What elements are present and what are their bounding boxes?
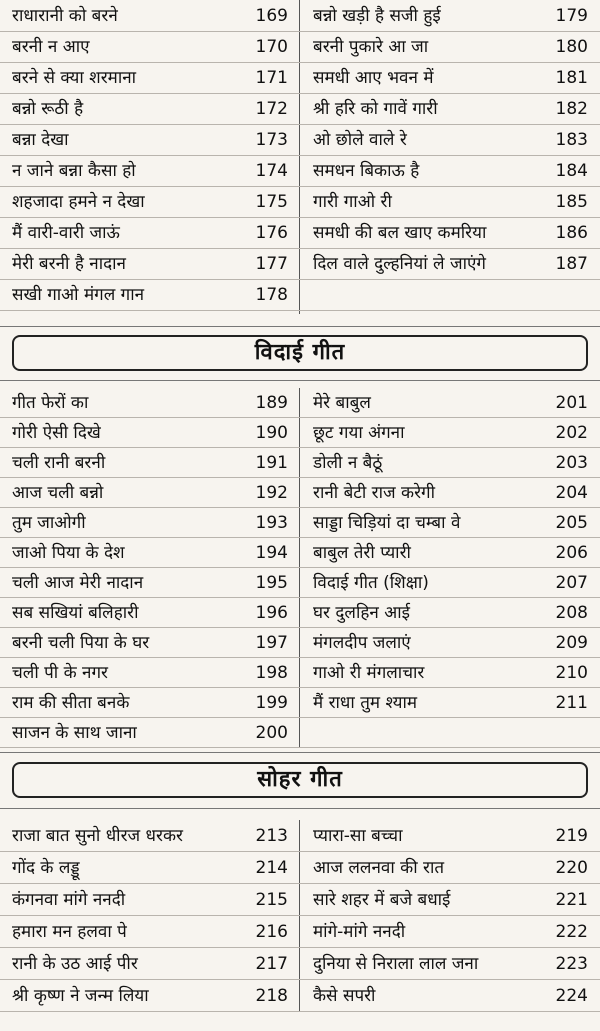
song-title: मेरी बरनी है नादान bbox=[12, 254, 126, 274]
song-title: घर दुलहिन आई bbox=[313, 603, 410, 623]
page-number: 196 bbox=[255, 603, 288, 623]
toc-row bbox=[0, 388, 600, 418]
toc-row bbox=[0, 280, 600, 311]
page-number: 197 bbox=[255, 633, 288, 653]
toc-row bbox=[0, 32, 600, 63]
page-number: 213 bbox=[255, 826, 288, 846]
page-number: 207 bbox=[555, 573, 588, 593]
section-heading-sohar bbox=[12, 762, 588, 798]
song-title: आज ललनवा की रात bbox=[313, 858, 445, 878]
song-title: बन्नो रूठी है bbox=[12, 99, 84, 119]
song-title: गारी गाओ री bbox=[313, 192, 392, 212]
page-number: 193 bbox=[255, 513, 288, 533]
page-number: 174 bbox=[255, 161, 288, 181]
heading-rule bbox=[0, 380, 600, 381]
page-number: 194 bbox=[255, 543, 288, 563]
song-title: गोंद के लड्डू bbox=[12, 858, 80, 878]
song-title: प्यारा-सा बच्चा bbox=[313, 826, 403, 846]
page-number: 198 bbox=[255, 663, 288, 683]
page-number: 221 bbox=[555, 890, 588, 910]
song-title: राधारानी को बरने bbox=[12, 6, 118, 26]
toc-row bbox=[0, 187, 600, 218]
page-number: 200 bbox=[255, 723, 288, 743]
toc-row bbox=[0, 1, 600, 32]
song-title: राम की सीता बनके bbox=[12, 693, 130, 713]
heading-rule bbox=[0, 752, 600, 753]
song-title: तुम जाओगी bbox=[12, 513, 86, 533]
toc-row bbox=[0, 508, 600, 538]
page-number: 204 bbox=[555, 483, 588, 503]
song-title: ओ छोले वाले रे bbox=[313, 130, 407, 150]
page-number: 169 bbox=[255, 6, 288, 26]
toc-row bbox=[0, 658, 600, 688]
page-number: 217 bbox=[255, 954, 288, 974]
page-number: 206 bbox=[555, 543, 588, 563]
page-number: 180 bbox=[555, 37, 588, 57]
song-title: दुनिया से निराला लाल जना bbox=[313, 954, 479, 974]
song-title: न जाने बन्ना कैसा हो bbox=[12, 161, 136, 181]
toc-row bbox=[0, 249, 600, 280]
page-number: 170 bbox=[255, 37, 288, 57]
song-title: गीत फेरों का bbox=[12, 393, 89, 413]
song-title: हमारा मन हलवा पे bbox=[12, 922, 127, 942]
toc-row bbox=[0, 538, 600, 568]
song-title: रानी के उठ आई पीर bbox=[12, 954, 138, 974]
song-title: समधी की बल खाए कमरिया bbox=[313, 223, 487, 243]
toc-row bbox=[0, 598, 600, 628]
song-title: बाबुल तेरी प्यारी bbox=[313, 543, 411, 563]
page-number: 177 bbox=[255, 254, 288, 274]
song-title: विदाई गीत (शिक्षा) bbox=[313, 573, 429, 593]
toc-row bbox=[0, 478, 600, 508]
song-title: राजा बात सुनो धीरज धरकर bbox=[12, 826, 183, 846]
song-title: मंगलदीप जलाएं bbox=[313, 633, 411, 653]
song-title: बन्ना देखा bbox=[12, 130, 69, 150]
page-number: 195 bbox=[255, 573, 288, 593]
song-title: शहजादा हमने न देखा bbox=[12, 192, 145, 212]
song-title: मांगे-मांगे ननदी bbox=[313, 922, 406, 942]
song-title: कंगनवा मांगे ननदी bbox=[12, 890, 126, 910]
toc-row bbox=[0, 852, 600, 884]
song-title: सारे शहर में बजे बधाई bbox=[313, 890, 451, 910]
page-number: 203 bbox=[555, 453, 588, 473]
toc-row bbox=[0, 418, 600, 448]
song-title: मैं राधा तुम श्याम bbox=[313, 693, 418, 713]
page-number: 215 bbox=[255, 890, 288, 910]
page-number: 175 bbox=[255, 192, 288, 212]
page-number: 181 bbox=[555, 68, 588, 88]
heading-rule bbox=[0, 808, 600, 809]
section-heading-text: सोहर गीत bbox=[257, 767, 343, 792]
song-title: गोरी ऐसी दिखे bbox=[12, 423, 101, 443]
song-title: बरनी पुकारे आ जा bbox=[313, 37, 429, 57]
toc-row bbox=[0, 94, 600, 125]
song-title: बरने से क्या शरमाना bbox=[12, 68, 137, 88]
song-title: मैं वारी-वारी जाऊं bbox=[12, 223, 120, 243]
song-title: समधन बिकाऊ है bbox=[313, 161, 420, 181]
toc-row bbox=[0, 948, 600, 980]
toc-row bbox=[0, 688, 600, 718]
toc-row bbox=[0, 718, 600, 748]
song-title: श्री कृष्ण ने जन्म लिया bbox=[12, 986, 149, 1006]
page-number: 178 bbox=[255, 285, 288, 305]
song-title: चली रानी बरनी bbox=[12, 453, 106, 473]
page-number: 183 bbox=[555, 130, 588, 150]
song-title: चली आज मेरी नादान bbox=[12, 573, 144, 593]
page-number: 211 bbox=[555, 693, 588, 713]
song-title: श्री हरि को गावें गारी bbox=[313, 99, 438, 119]
song-title: बन्नो खड़ी है सजी हुई bbox=[313, 6, 441, 26]
page-number: 216 bbox=[255, 922, 288, 942]
page-number: 187 bbox=[555, 254, 588, 274]
song-title: जाओ पिया के देश bbox=[12, 543, 125, 563]
song-title: कैसे सपरी bbox=[313, 986, 376, 1006]
song-title: डोली न बैठूं bbox=[313, 453, 383, 473]
toc-row bbox=[0, 63, 600, 94]
page-number: 190 bbox=[255, 423, 288, 443]
page-number: 214 bbox=[255, 858, 288, 878]
page-number: 210 bbox=[555, 663, 588, 683]
page-number: 208 bbox=[555, 603, 588, 623]
song-title: मेरे बाबुल bbox=[313, 393, 371, 413]
toc-row bbox=[0, 916, 600, 948]
page-number: 218 bbox=[255, 986, 288, 1006]
song-title: समधी आए भवन में bbox=[313, 68, 434, 88]
toc-row bbox=[0, 820, 600, 852]
song-title: आज चली बन्नो bbox=[12, 483, 104, 503]
song-title: दिल वाले दुल्हनियां ले जाएंगे bbox=[313, 254, 486, 274]
song-title: बरनी चली पिया के घर bbox=[12, 633, 150, 653]
toc-row bbox=[0, 218, 600, 249]
toc-row bbox=[0, 125, 600, 156]
page-number: 205 bbox=[555, 513, 588, 533]
song-title: सब सखियां बलिहारी bbox=[12, 603, 139, 623]
page-number: 184 bbox=[555, 161, 588, 181]
toc-row bbox=[0, 448, 600, 478]
page-number: 176 bbox=[255, 223, 288, 243]
page-number: 223 bbox=[555, 954, 588, 974]
page-number: 172 bbox=[255, 99, 288, 119]
song-title: चली पी के नगर bbox=[12, 663, 109, 683]
page-number: 219 bbox=[555, 826, 588, 846]
section-heading-text: विदाई गीत bbox=[254, 340, 346, 365]
toc-row bbox=[0, 568, 600, 598]
toc-row bbox=[0, 980, 600, 1012]
section-heading-vidai bbox=[12, 335, 588, 371]
song-title: बरनी न आए bbox=[12, 37, 90, 57]
page-number: 171 bbox=[255, 68, 288, 88]
page-number: 224 bbox=[555, 986, 588, 1006]
toc-row bbox=[0, 156, 600, 187]
song-title: सखी गाओ मंगल गान bbox=[12, 285, 145, 305]
page-number: 209 bbox=[555, 633, 588, 653]
page-number: 173 bbox=[255, 130, 288, 150]
page-number: 191 bbox=[255, 453, 288, 473]
page-number: 189 bbox=[255, 393, 288, 413]
song-title: रानी बेटी राज करेगी bbox=[313, 483, 436, 503]
page-number: 201 bbox=[555, 393, 588, 413]
song-title: गाओ री मंगलाचार bbox=[313, 663, 425, 683]
page-number: 179 bbox=[555, 6, 588, 26]
toc-row bbox=[0, 628, 600, 658]
toc-row bbox=[0, 884, 600, 916]
page-number: 202 bbox=[555, 423, 588, 443]
song-title: छूट गया अंगना bbox=[313, 423, 405, 443]
page-number: 185 bbox=[555, 192, 588, 212]
page-number: 182 bbox=[555, 99, 588, 119]
page-number: 199 bbox=[255, 693, 288, 713]
song-title: साड्डा चिड़ियां दा चम्बा वे bbox=[313, 513, 461, 533]
page-number: 192 bbox=[255, 483, 288, 503]
page-number: 222 bbox=[555, 922, 588, 942]
heading-rule bbox=[0, 326, 600, 327]
page-number: 220 bbox=[555, 858, 588, 878]
page-number: 186 bbox=[555, 223, 588, 243]
song-title: साजन के साथ जाना bbox=[12, 723, 137, 743]
